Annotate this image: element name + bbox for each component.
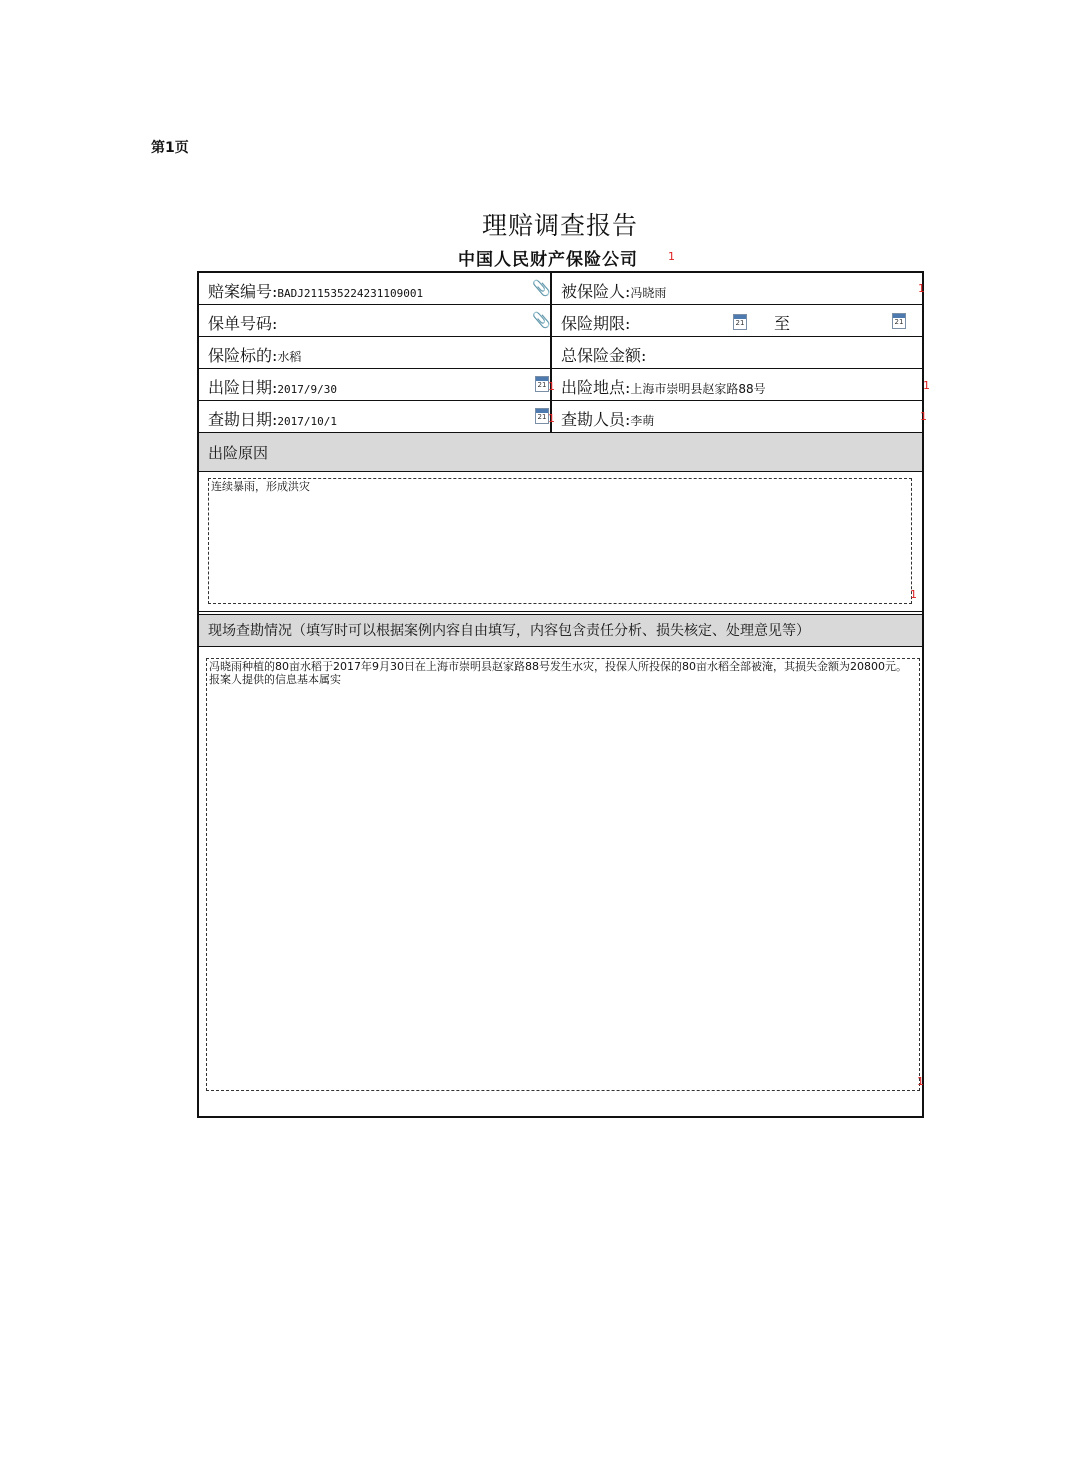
calendar-icon[interactable]: 21 <box>535 408 549 424</box>
subject-cell <box>199 337 552 368</box>
claim-no-label: 赔案编号: <box>208 282 278 301</box>
calendar-icon[interactable]: 21 <box>733 314 747 330</box>
survey-heading: 现场查勘情况（填写时可以根据案例内容自由填写，内容包含责任分析、损失核定、处理意见等） <box>208 623 810 639</box>
claim-form <box>197 271 924 1118</box>
form-row <box>199 273 922 305</box>
insured-label: 被保险人: <box>561 282 631 301</box>
calendar-icon[interactable]: 21 <box>535 376 549 392</box>
field-marker: 1 <box>548 412 555 425</box>
survey-date-cell <box>199 401 552 432</box>
survey-textarea[interactable]: 冯晓雨种植的80亩水稻于2017年9月30日在上海市崇明县赵家路88号发生水灾，投保人所投保的80亩水稻全部被淹，其损失金额为20800元。报案人提供的信息基本属实 <box>206 658 920 1091</box>
subject-label: 保险标的: <box>208 346 278 365</box>
period-label: 保险期限: <box>561 314 631 333</box>
paperclip-icon[interactable]: 📎 <box>532 279 551 297</box>
field-marker: 1 <box>917 1075 924 1088</box>
page-number: 第1页 <box>151 140 189 156</box>
company-name: 中国人民财产保险公司 <box>458 250 638 270</box>
insured-field[interactable]: 冯晓雨 <box>630 286 667 300</box>
form-row <box>199 369 922 401</box>
accident-place-field[interactable]: 上海市崇明县赵家路88号 <box>630 382 766 396</box>
surveyor-cell <box>552 401 922 432</box>
accident-place-cell <box>552 369 922 400</box>
accident-date-cell <box>199 369 552 400</box>
field-marker: 1 <box>910 588 917 601</box>
total-amount-cell <box>552 337 922 368</box>
cause-textarea[interactable]: 连续暴雨，形成洪灾 <box>208 478 912 604</box>
field-marker: 1 <box>923 379 930 392</box>
accident-date-label: 出险日期: <box>208 378 278 397</box>
field-marker: 1 <box>548 380 555 393</box>
form-row <box>199 401 922 433</box>
accident-date-field[interactable]: 2017/9/30 <box>277 383 338 396</box>
period-to-label: 至 <box>774 314 791 333</box>
subject-field[interactable]: 水稻 <box>277 350 302 364</box>
calendar-icon[interactable]: 21 <box>892 313 906 329</box>
field-marker: 1 <box>920 410 927 423</box>
form-row <box>199 305 922 337</box>
survey-date-label: 查勘日期: <box>208 410 278 429</box>
field-marker: 1 <box>668 250 675 263</box>
cause-section-header <box>199 433 922 472</box>
policy-no-cell <box>199 305 552 336</box>
report-title: 理赔调查报告 <box>481 211 638 240</box>
claim-no-cell <box>199 273 552 304</box>
claim-no-field[interactable]: BADJ211535224231109001 <box>277 287 424 300</box>
total-amount-label: 总保险金额: <box>561 346 647 365</box>
survey-date-field[interactable]: 2017/10/1 <box>277 415 338 428</box>
field-marker: 1 <box>918 282 925 295</box>
survey-section-header <box>199 614 922 647</box>
surveyor-label: 查勘人员: <box>561 410 631 429</box>
form-row <box>199 337 922 369</box>
paperclip-icon[interactable]: 📎 <box>532 311 551 329</box>
divider <box>199 611 922 612</box>
accident-place-label: 出险地点: <box>561 378 631 397</box>
insured-cell <box>552 273 922 304</box>
period-cell <box>552 305 922 336</box>
policy-no-label: 保单号码: <box>208 314 278 333</box>
cause-heading: 出险原因 <box>208 444 269 462</box>
surveyor-field[interactable]: 李萌 <box>630 414 655 428</box>
